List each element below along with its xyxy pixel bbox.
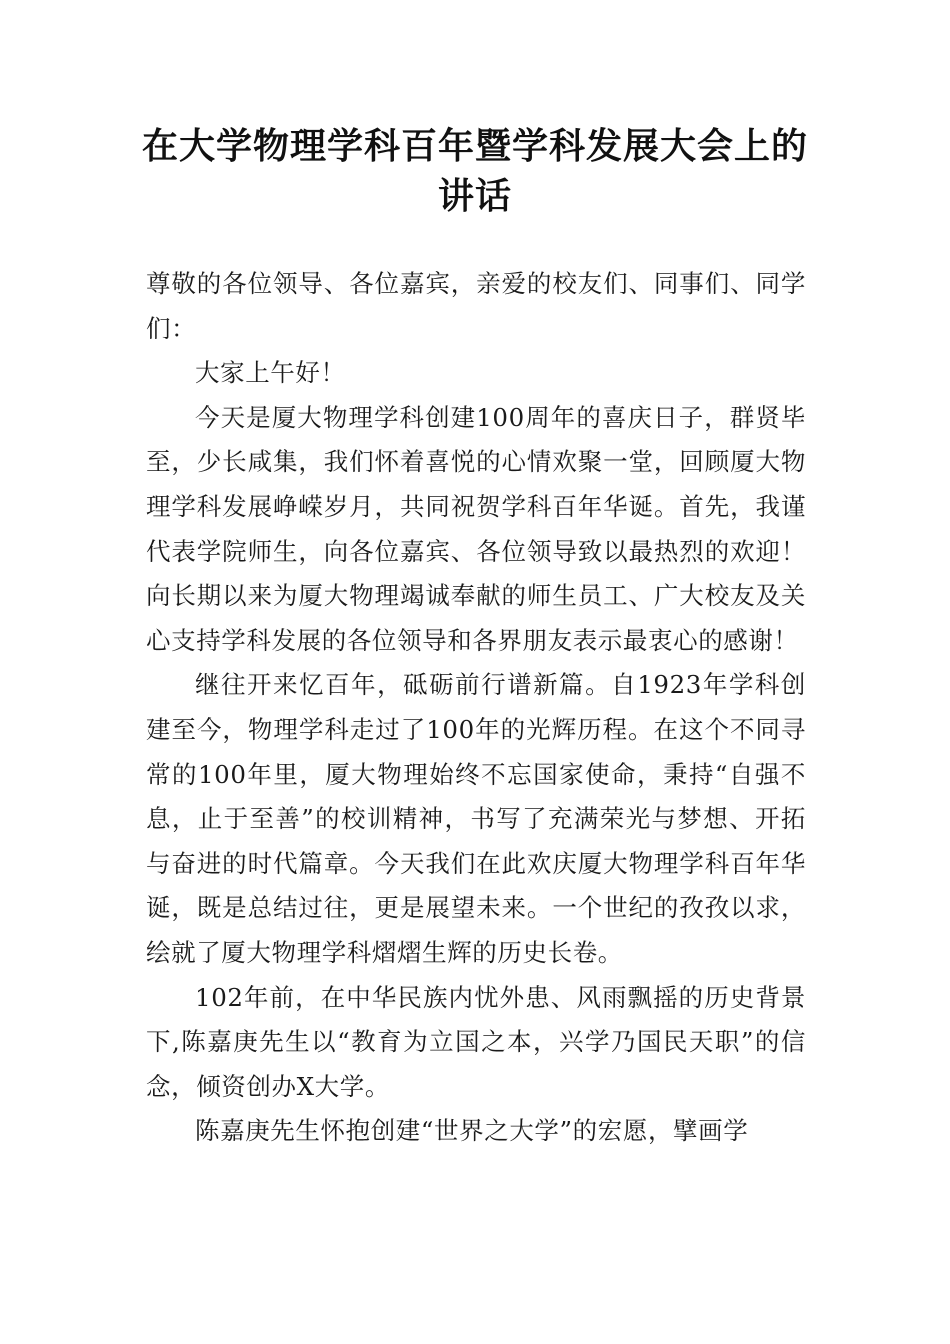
greeting-paragraph: 大家上午好！ (195, 358, 346, 388)
body-paragraph: 今天是厦大物理学科创建100周年的喜庆日子，群贤毕至，少长咸集，我们怀着喜悦的心情欢聚一堂，回顾厦大物理学科发展峥嵘岁月，共同祝贺学科百年华诞。首先，我谨代表学院师生，向各位嘉宾、各位领导致以最热烈的欢迎！向长期以来为厦大物理竭诚奉献的师生员工、广大校友及关心支持学科发展的各位领导和各界朋友表示最衷心的感谢！ (146, 402, 806, 655)
document-body (146, 262, 806, 1154)
title-line-2: 讲话 (437, 176, 512, 217)
body-paragraph: 继往开来忆百年，砥砺前行谱新篇。自1923年学科创建至今，物理学科走过了100年的光辉历程。在这个不同寻常的100年里，厦大物理始终不忘国家使命，秉持“自强不息，止于至善”的校训精神，书写了充满荣光与梦想、开拓与奋进的时代篇章。今天我们在此欢庆厦大物理学科百年华诞，既是总结过往，更是展望未来。一个世纪的孜孜以求，绘就了厦大物理学科熠熠生辉的历史长卷。 (146, 670, 806, 967)
document-title (120, 122, 830, 222)
body-paragraph: 陈嘉庚先生怀抱创建“世界之大学”的宏愿，擘画学 (195, 1116, 749, 1146)
title-line-1: 在大学物理学科百年暨学科发展大会上的 (141, 126, 808, 167)
body-paragraph: 102年前，在中华民族内忧外患、风雨飘摇的历史背景下,陈嘉庚先生以“教育为立国之本，兴学乃国民天职”的信念，倾资创办X大学。 (146, 982, 806, 1101)
salutation-paragraph: 尊敬的各位领导、各位嘉宾，亲爱的校友们、同事们、同学们： (146, 269, 806, 343)
